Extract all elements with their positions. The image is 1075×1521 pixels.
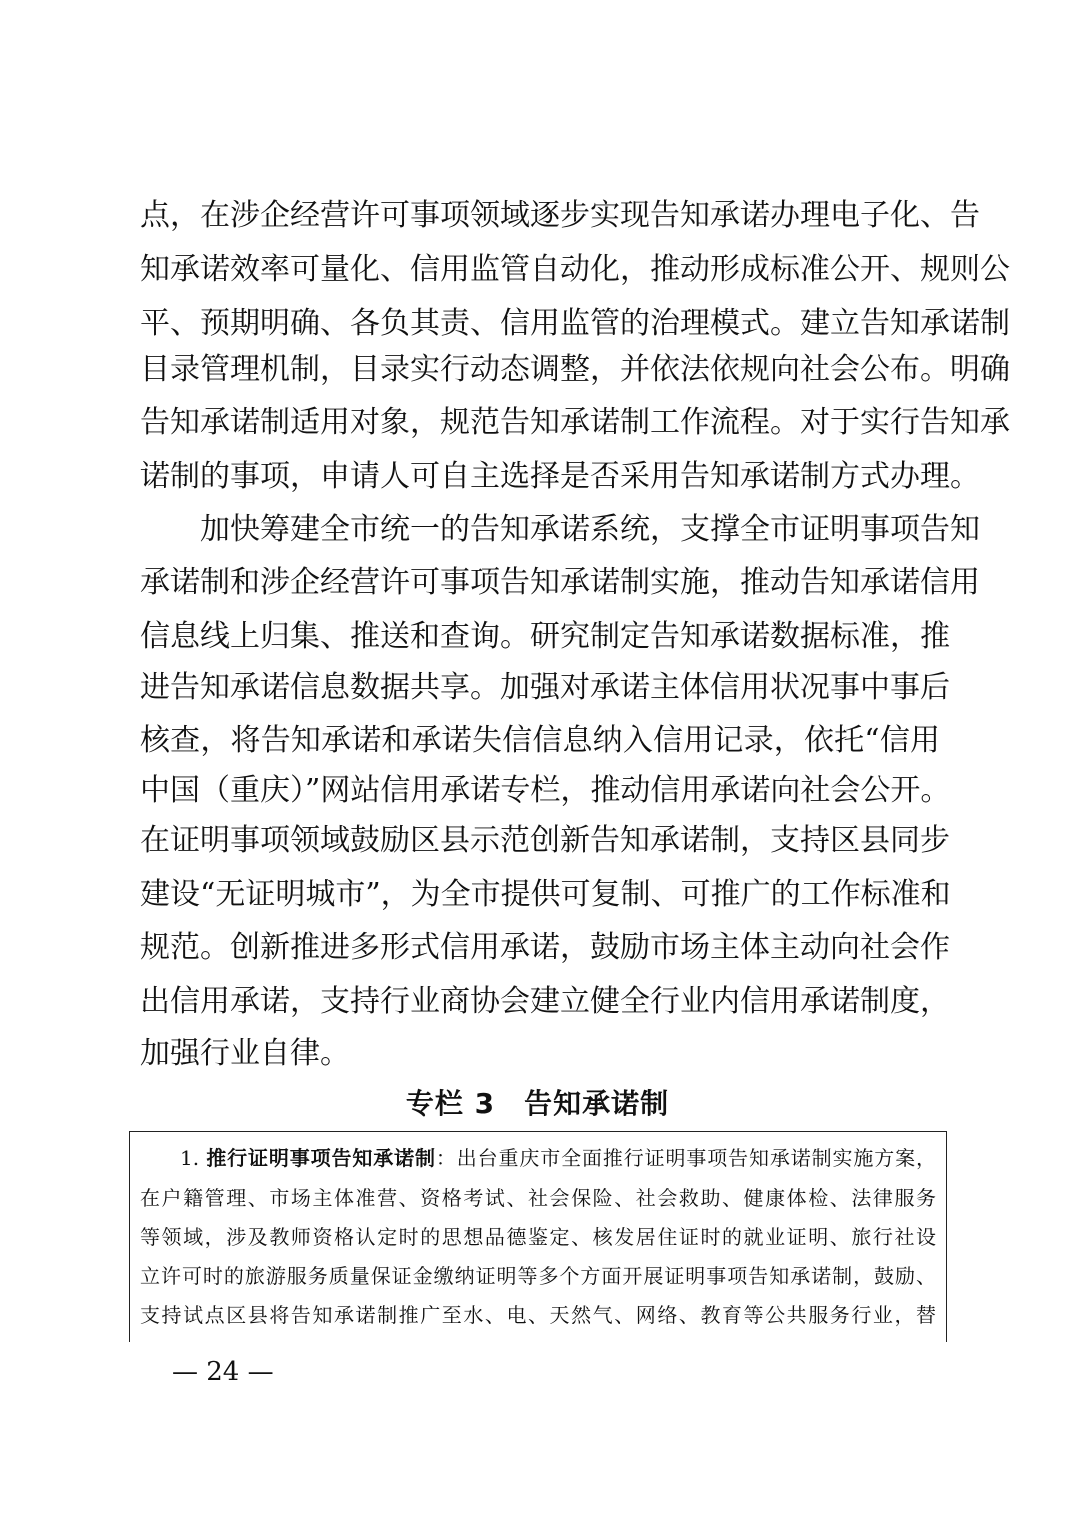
- body-line: 中国（重庆）”网站信用承诺专栏，推动信用承诺向社会公开。: [140, 773, 951, 808]
- body-line: 加强行业自律。: [140, 1036, 350, 1071]
- body-line: 知承诺效率可量化、信用监管自动化，推动形成标准公开、规则公: [140, 252, 1010, 287]
- body-line: 在证明事项领域鼓励区县示范创新告知承诺制，支持区县同步: [140, 823, 950, 858]
- item-text: ：出台重庆市全面推行证明事项告知承诺制实施方案，: [435, 1146, 936, 1170]
- column-line: 在户籍管理、市场主体准营、资格考试、社会保险、社会救助、健康体检、法律服务: [140, 1186, 936, 1210]
- column-line: 立许可时的旅游服务质量保证金缴纳证明等多个方面开展证明事项告知承诺制，鼓励、: [140, 1264, 936, 1288]
- body-line: 点，在涉企经营许可事项领域逐步实现告知承诺办理电子化、告: [140, 198, 980, 233]
- body-line: 诺制的事项，申请人可自主选择是否采用告知承诺制方式办理。: [140, 459, 980, 494]
- column-line: 支持试点区县将告知承诺制推广至水、电、天然气、网络、教育等公共服务行业，替: [140, 1303, 936, 1327]
- body-line: 出信用承诺，支持行业商协会建立健全行业内信用承诺制度，: [140, 984, 950, 1019]
- column-line: 等领域，涉及教师资格认定时的思想品德鉴定、核发居住证时的就业证明、旅行社设: [140, 1225, 936, 1249]
- body-line: 进告知承诺信息数据共享。加强对承诺主体信用状况事中事后: [140, 670, 950, 705]
- body-line: 目录管理机制，目录实行动态调整，并依法依规向社会公布。明确: [140, 352, 1010, 387]
- body-line: 平、预期明确、各负其责、信用监管的治理模式。建立告知承诺制: [140, 306, 1010, 341]
- body-line: 加快筹建全市统一的告知承诺系统，支撑全市证明事项告知: [200, 512, 980, 547]
- body-line: 规范。创新推进多形式信用承诺，鼓励市场主体主动向社会作: [140, 930, 950, 965]
- item-heading: 推行证明事项告知承诺制: [206, 1146, 436, 1170]
- item-number: 1.: [180, 1146, 207, 1170]
- body-line: 告知承诺制适用对象，规范告知承诺制工作流程。对于实行告知承: [140, 405, 1010, 440]
- column-line: [180, 1138, 936, 1178]
- body-line: 核查，将告知承诺和承诺失信信息纳入信用记录，依托“信用: [140, 723, 940, 758]
- body-line: 建设“无证明城市”，为全市提供可复制、可推广的工作标准和: [140, 877, 951, 912]
- body-line: 承诺制和涉企经营许可事项告知承诺制实施，推动告知承诺信用: [140, 565, 980, 600]
- body-line: 信息线上归集、推送和查询。研究制定告知承诺数据标准，推: [140, 619, 950, 654]
- column-title: 专栏 3 告知承诺制: [405, 1087, 670, 1120]
- page-number: — 24 —: [172, 1357, 274, 1387]
